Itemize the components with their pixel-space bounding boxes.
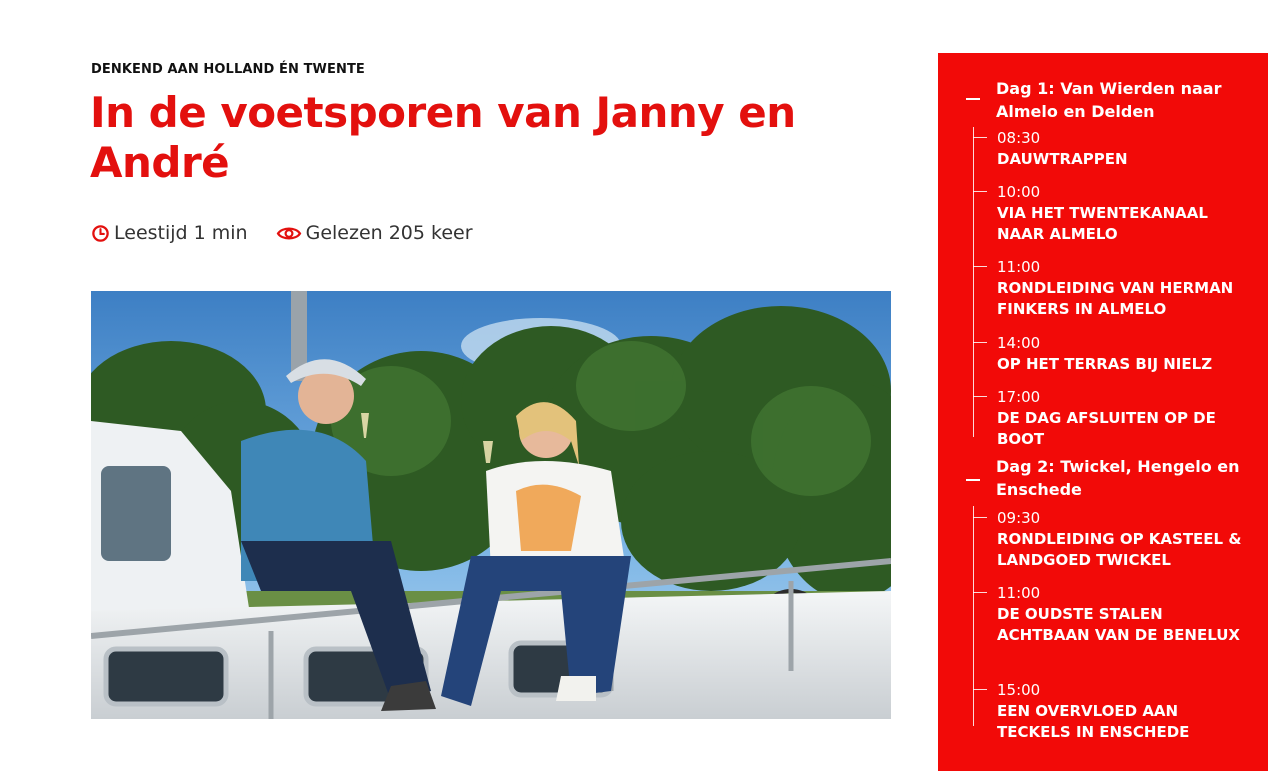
itinerary-event[interactable] bbox=[997, 680, 1257, 743]
event-label: DAUWTRAPPEN bbox=[997, 150, 1128, 168]
event-time: 11:00 bbox=[997, 584, 1041, 602]
itinerary-event[interactable] bbox=[997, 508, 1257, 571]
itinerary-event[interactable] bbox=[997, 182, 1257, 245]
timeline-tick bbox=[973, 592, 987, 593]
clock-icon bbox=[91, 224, 110, 243]
timeline-tick bbox=[973, 689, 987, 690]
event-time: 09:30 bbox=[997, 509, 1041, 527]
itinerary-panel bbox=[938, 53, 1268, 771]
day-1-dash bbox=[966, 98, 980, 100]
event-time: 10:00 bbox=[997, 183, 1041, 201]
event-label: EEN OVERVLOED AAN TECKELS IN ENSCHEDE bbox=[997, 702, 1190, 741]
event-time: 15:00 bbox=[997, 681, 1041, 699]
event-time: 11:00 bbox=[997, 258, 1041, 276]
event-label: RONDLEIDING OP KASTEEL & LANDGOED TWICKEL bbox=[997, 530, 1242, 569]
eye-icon bbox=[276, 224, 302, 243]
timeline-tick bbox=[973, 517, 987, 518]
day-2-title[interactable]: Dag 2: Twickel, Hengelo en Enschede bbox=[996, 457, 1240, 499]
event-label: DE DAG AFSLUITEN OP DE BOOT bbox=[997, 409, 1216, 448]
timeline-tick bbox=[973, 137, 987, 138]
itinerary-event[interactable] bbox=[997, 333, 1257, 375]
event-label: DE OUDSTE STALEN ACHTBAAN VAN DE BENELUX bbox=[997, 605, 1240, 644]
page-title: In de voetsporen van Janny en André bbox=[90, 88, 796, 187]
timeline-tick bbox=[973, 342, 987, 343]
itinerary-event[interactable] bbox=[997, 257, 1257, 320]
itinerary-event[interactable] bbox=[997, 387, 1257, 450]
day-1-timeline bbox=[973, 127, 974, 437]
event-time: 08:30 bbox=[997, 129, 1041, 147]
event-time: 17:00 bbox=[997, 388, 1041, 406]
timeline-tick bbox=[973, 396, 987, 397]
article-meta bbox=[91, 222, 473, 244]
day-2-dash bbox=[966, 479, 980, 481]
itinerary-event[interactable] bbox=[997, 128, 1257, 170]
day-1-title[interactable]: Dag 1: Van Wierden naar Almelo en Delden bbox=[996, 79, 1222, 121]
event-label: VIA HET TWENTEKANAAL NAAR ALMELO bbox=[997, 204, 1208, 243]
day-2-timeline bbox=[973, 506, 974, 726]
reading-time bbox=[91, 222, 248, 244]
event-time: 14:00 bbox=[997, 334, 1041, 352]
view-count-label: Gelezen 205 keer bbox=[305, 222, 473, 244]
event-label: RONDLEIDING VAN HERMAN FINKERS IN ALMELO bbox=[997, 279, 1234, 318]
itinerary-event[interactable] bbox=[997, 583, 1257, 646]
article-kicker: DENKEND AAN HOLLAND ÉN TWENTE bbox=[91, 62, 365, 77]
event-label: OP HET TERRAS BIJ NIELZ bbox=[997, 355, 1213, 373]
hero-image bbox=[91, 291, 891, 719]
timeline-tick bbox=[973, 191, 987, 192]
view-count bbox=[276, 222, 473, 244]
timeline-tick bbox=[973, 266, 987, 267]
reading-time-label: Leestijd 1 min bbox=[114, 222, 248, 244]
